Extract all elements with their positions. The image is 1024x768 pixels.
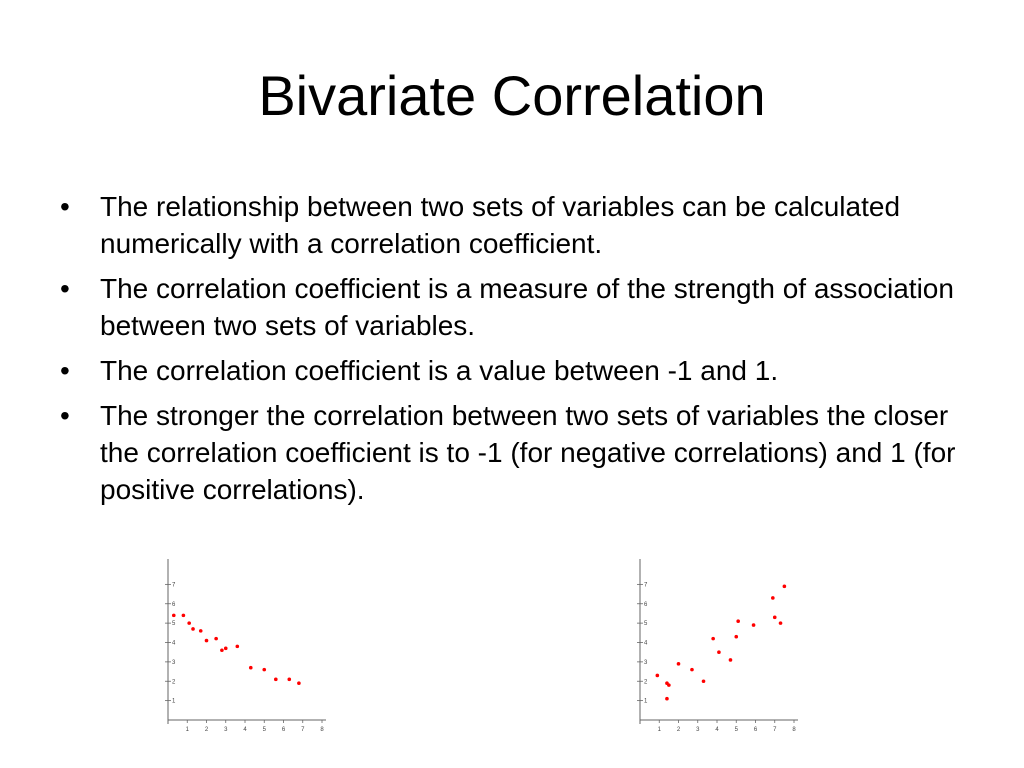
scatter-point <box>667 683 671 687</box>
scatter-point <box>677 662 681 666</box>
scatter-point <box>717 650 721 654</box>
scatter-point <box>191 627 195 631</box>
scatter-point <box>214 637 218 641</box>
y-tick-label: 5 <box>644 621 648 628</box>
x-tick-label: 3 <box>696 727 700 733</box>
scatter-point <box>172 614 176 618</box>
scatter-point <box>736 619 740 623</box>
bullet-list <box>60 188 980 516</box>
x-tick-label: 7 <box>773 727 777 733</box>
x-tick-label: 1 <box>657 727 661 733</box>
y-tick-label: 2 <box>172 679 176 686</box>
y-tick-label: 6 <box>172 601 176 608</box>
x-tick-label: 6 <box>281 727 286 733</box>
y-tick-label: 7 <box>172 582 176 589</box>
bullet-dot-icon: • <box>60 191 70 222</box>
scatter-point <box>734 635 738 639</box>
scatter-point <box>262 668 266 672</box>
bullet-dot-icon: • <box>60 273 70 304</box>
scatter-point <box>729 658 733 662</box>
bullet-text: The stronger the correlation between two sets of variables the closer the correlation coefficient is to -1 (for negative correlations) and 1 (for positive correlations). <box>100 400 956 505</box>
scatter-point <box>711 637 715 641</box>
scatter-point <box>199 629 203 633</box>
scatter-plot-svg <box>622 560 812 740</box>
scatter-point <box>224 647 228 651</box>
bullet-item-2 <box>60 270 980 344</box>
y-tick-label: 5 <box>172 621 176 628</box>
bullet-dot-icon: • <box>60 355 70 386</box>
x-tick-label: 4 <box>243 727 247 733</box>
x-tick-label: 5 <box>734 727 738 733</box>
y-tick-label: 1 <box>644 698 648 705</box>
x-tick-label: 8 <box>792 727 796 733</box>
y-tick-label: 6 <box>644 601 648 608</box>
x-tick-label: 8 <box>320 727 324 733</box>
y-tick-label: 7 <box>644 582 648 589</box>
y-tick-label: 4 <box>644 640 648 647</box>
positive-correlation-scatter-plot <box>622 560 812 740</box>
scatter-point <box>274 678 278 682</box>
scatter-point <box>773 616 777 620</box>
scatter-point <box>220 648 224 652</box>
slide-title: Bivariate Correlation <box>258 64 766 127</box>
negative-correlation-scatter-plot <box>150 560 340 740</box>
scatter-point <box>182 614 186 618</box>
x-tick-label: 7 <box>301 727 305 733</box>
scatter-point <box>287 678 291 682</box>
scatter-point <box>771 596 775 600</box>
bullet-text: The relationship between two sets of variables can be calculated numerically with a correlation coefficient. <box>100 191 901 259</box>
scatter-point <box>249 666 253 670</box>
scatter-plot-svg <box>150 560 340 740</box>
x-tick-label: 1 <box>185 727 189 733</box>
scatter-point <box>665 697 669 701</box>
bullet-item-1 <box>60 188 980 262</box>
bullet-text: The correlation coefficient is a measure of the strength of association between two sets of variables. <box>100 273 954 341</box>
bullet-item-4 <box>60 397 980 508</box>
y-tick-label: 1 <box>172 698 176 705</box>
x-tick-label: 6 <box>753 727 758 733</box>
scatter-point <box>702 679 706 683</box>
scatter-point <box>187 621 191 625</box>
x-tick-label: 4 <box>715 727 719 733</box>
x-tick-label: 2 <box>676 727 681 733</box>
scatter-point <box>656 674 660 678</box>
bullet-text: The correlation coefficient is a value between -1 and 1. <box>100 355 779 386</box>
x-tick-label: 3 <box>224 727 228 733</box>
scatter-point <box>779 621 783 625</box>
scatter-point <box>236 645 240 649</box>
scatter-point <box>297 681 301 685</box>
y-tick-label: 2 <box>644 679 648 686</box>
y-tick-label: 3 <box>172 659 176 666</box>
bullet-dot-icon: • <box>60 400 70 431</box>
scatter-point <box>783 585 787 589</box>
scatter-point <box>690 668 694 672</box>
bullet-item-3 <box>60 352 980 389</box>
y-tick-label: 4 <box>172 640 176 647</box>
x-tick-label: 5 <box>262 727 266 733</box>
x-tick-label: 2 <box>204 727 209 733</box>
y-tick-label: 3 <box>644 659 648 666</box>
scatter-point <box>205 639 209 643</box>
scatter-point <box>752 623 756 627</box>
